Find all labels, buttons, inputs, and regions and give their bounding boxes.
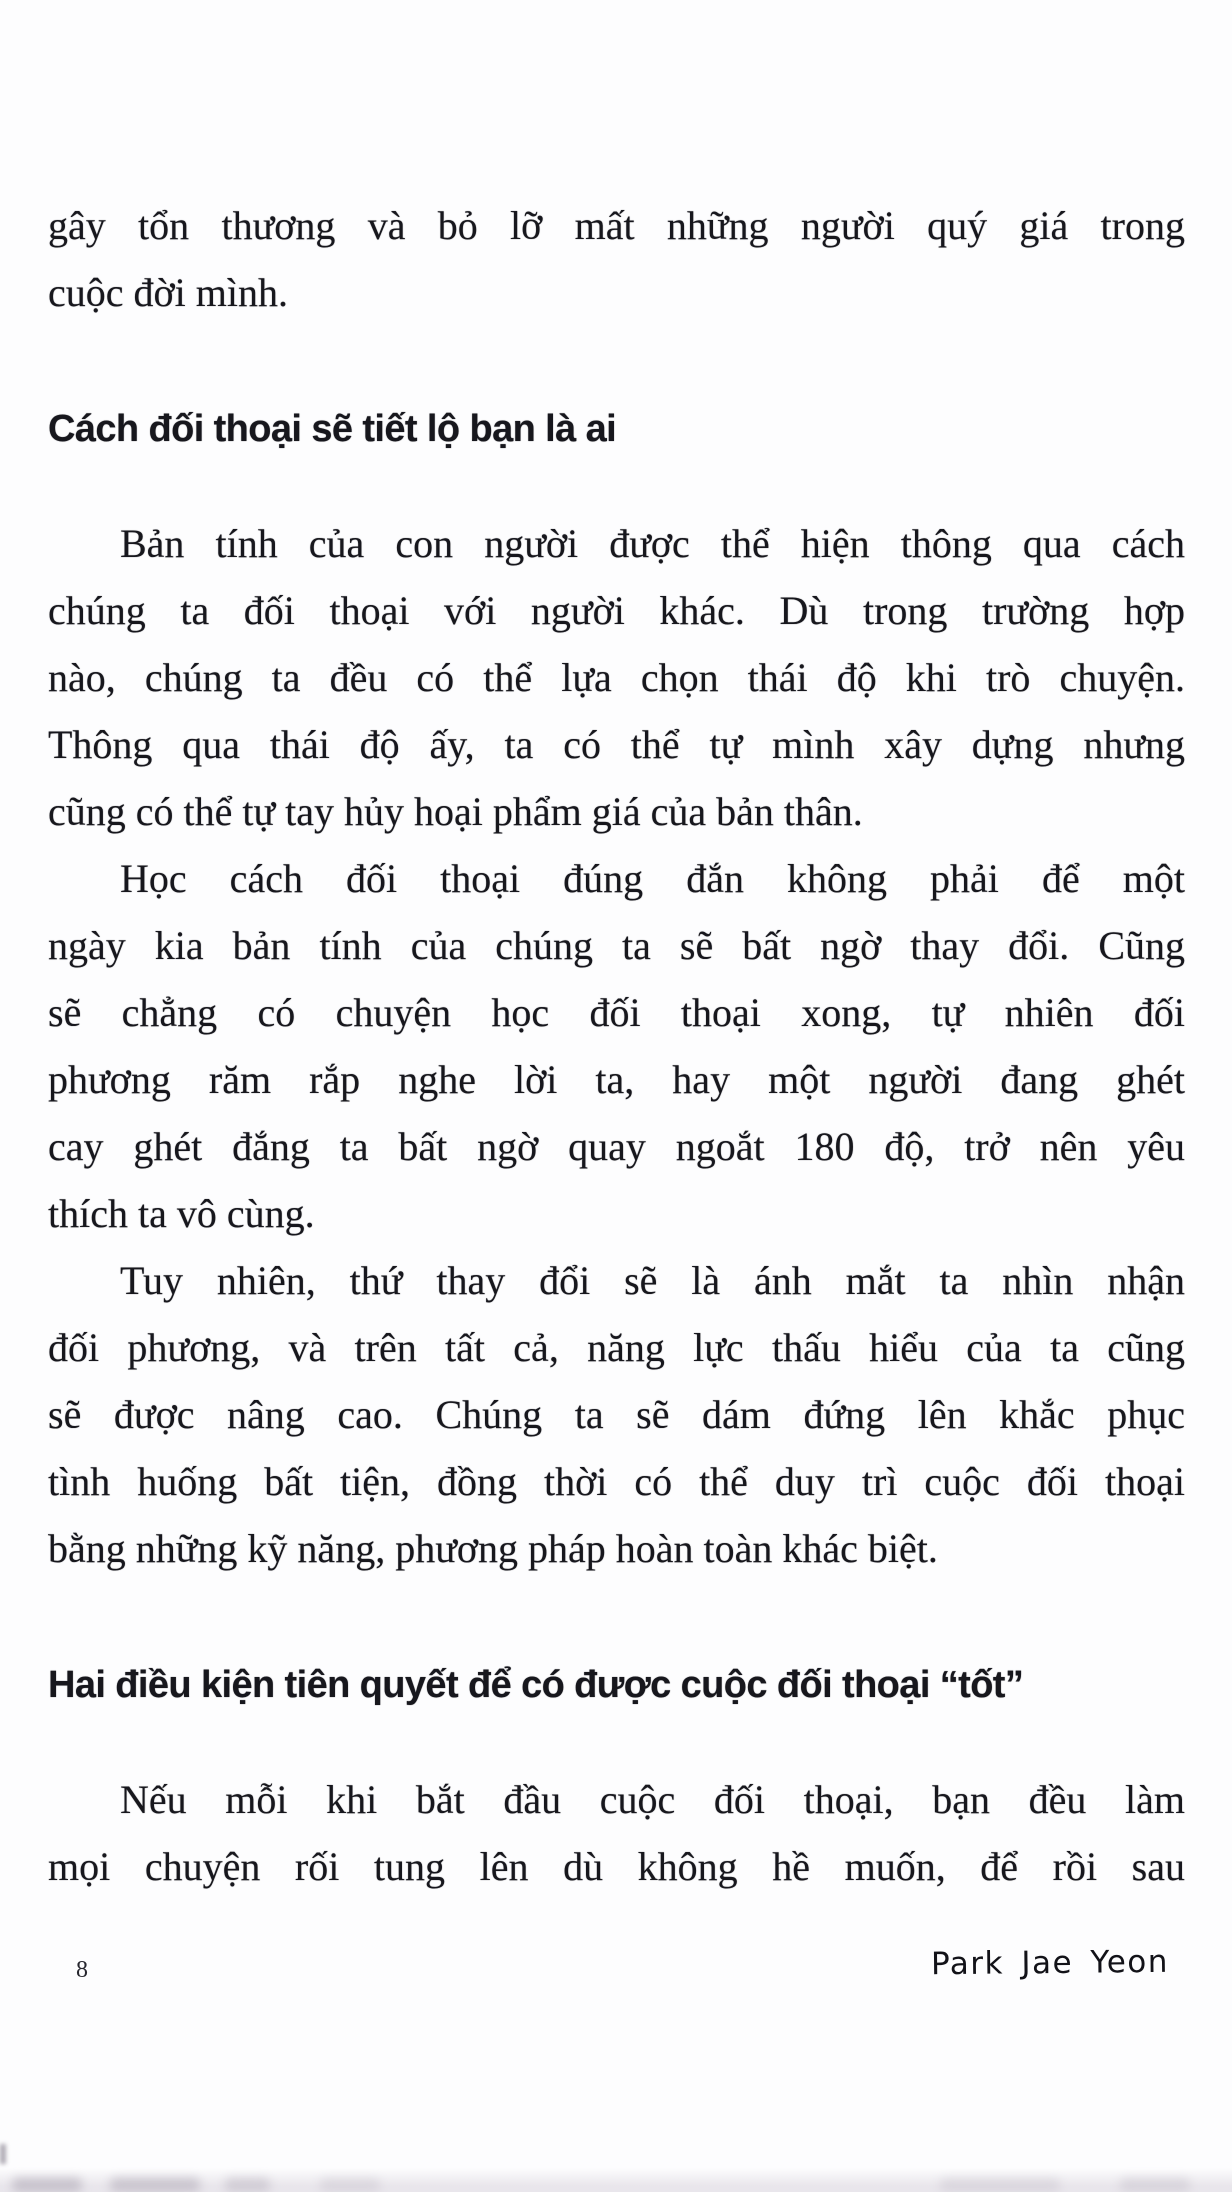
section-heading: Cách đối thoại sẽ tiết lộ bạn là ai — [48, 408, 617, 450]
content-blocks — [48, 192, 1185, 1900]
scan-smudge — [320, 2178, 380, 2192]
body-text-line: Học cách đối thoại đúng đắn không phải để một — [120, 856, 1185, 901]
body-paragraph — [48, 1247, 1185, 1582]
body-text-line: Tuy nhiên, thứ thay đổi sẽ là ánh mắt ta nhìn nhận — [120, 1258, 1185, 1303]
body-text-line: phương răm rắp nghe lời ta, hay một người đang ghét — [48, 1057, 1185, 1102]
scan-smudge — [110, 2178, 200, 2192]
body-text-line: cuộc đời mình. — [48, 270, 288, 315]
scan-edge-mark — [0, 2144, 6, 2164]
body-text-line: bằng những kỹ năng, phương pháp hoàn toàn khác biệt. — [48, 1526, 938, 1571]
scan-smudge — [225, 2178, 270, 2192]
scan-smudge — [12, 2178, 82, 2192]
body-text-line: gây tổn thương và bỏ lỡ mất những người quý giá trong — [48, 203, 1185, 248]
body-paragraph — [48, 1766, 1185, 1900]
body-text-line: Bản tính của con người được thể hiện thông qua cách — [120, 521, 1185, 566]
body-paragraph — [48, 192, 1185, 326]
body-paragraph — [48, 845, 1185, 1247]
scan-smudge — [1120, 2178, 1190, 2192]
author-footer: Park Jae Yeon — [930, 1943, 1170, 1983]
body-text-line: cũng có thể tự tay hủy hoại phẩm giá của bản thân. — [48, 789, 863, 834]
scan-smudge — [940, 2178, 1060, 2192]
body-text-line: đối phương, và trên tất cả, năng lực thấu hiểu của ta cũng — [48, 1325, 1185, 1370]
body-paragraph — [48, 510, 1185, 845]
section-heading: Hai điều kiện tiên quyết để có được cuộc đối thoại “tốt” — [48, 1664, 1024, 1706]
body-text-line: mọi chuyện rối tung lên dù không hề muốn, để rồi sau — [48, 1844, 1185, 1889]
body-text-line: cay ghét đắng ta bất ngờ quay ngoắt 180 độ, trở nên yêu — [48, 1124, 1185, 1169]
body-text-line: nào, chúng ta đều có thể lựa chọn thái độ khi trò chuyện. — [48, 655, 1185, 700]
body-text-line: thích ta vô cùng. — [48, 1191, 315, 1236]
page-number: 8 — [76, 1957, 88, 1983]
body-text-line: tình huống bất tiện, đồng thời có thể duy trì cuộc đối thoại — [48, 1459, 1185, 1504]
body-text-line: Nếu mỗi khi bắt đầu cuộc đối thoại, bạn đều làm — [120, 1777, 1185, 1822]
bottom-scan-edge — [0, 2168, 1232, 2192]
body-text-line: Thông qua thái độ ấy, ta có thể tự mình xây dựng nhưng — [48, 722, 1185, 767]
page-footer — [48, 1945, 1177, 1995]
body-text-line: sẽ được nâng cao. Chúng ta sẽ dám đứng lên khắc phục — [48, 1392, 1185, 1437]
body-text-line: ngày kia bản tính của chúng ta sẽ bất ngờ thay đổi. Cũng — [48, 923, 1185, 968]
body-text-line: chúng ta đối thoại với người khác. Dù trong trường hợp — [48, 588, 1185, 633]
body-text-line: sẽ chẳng có chuyện học đối thoại xong, tự nhiên đối — [48, 990, 1185, 1035]
